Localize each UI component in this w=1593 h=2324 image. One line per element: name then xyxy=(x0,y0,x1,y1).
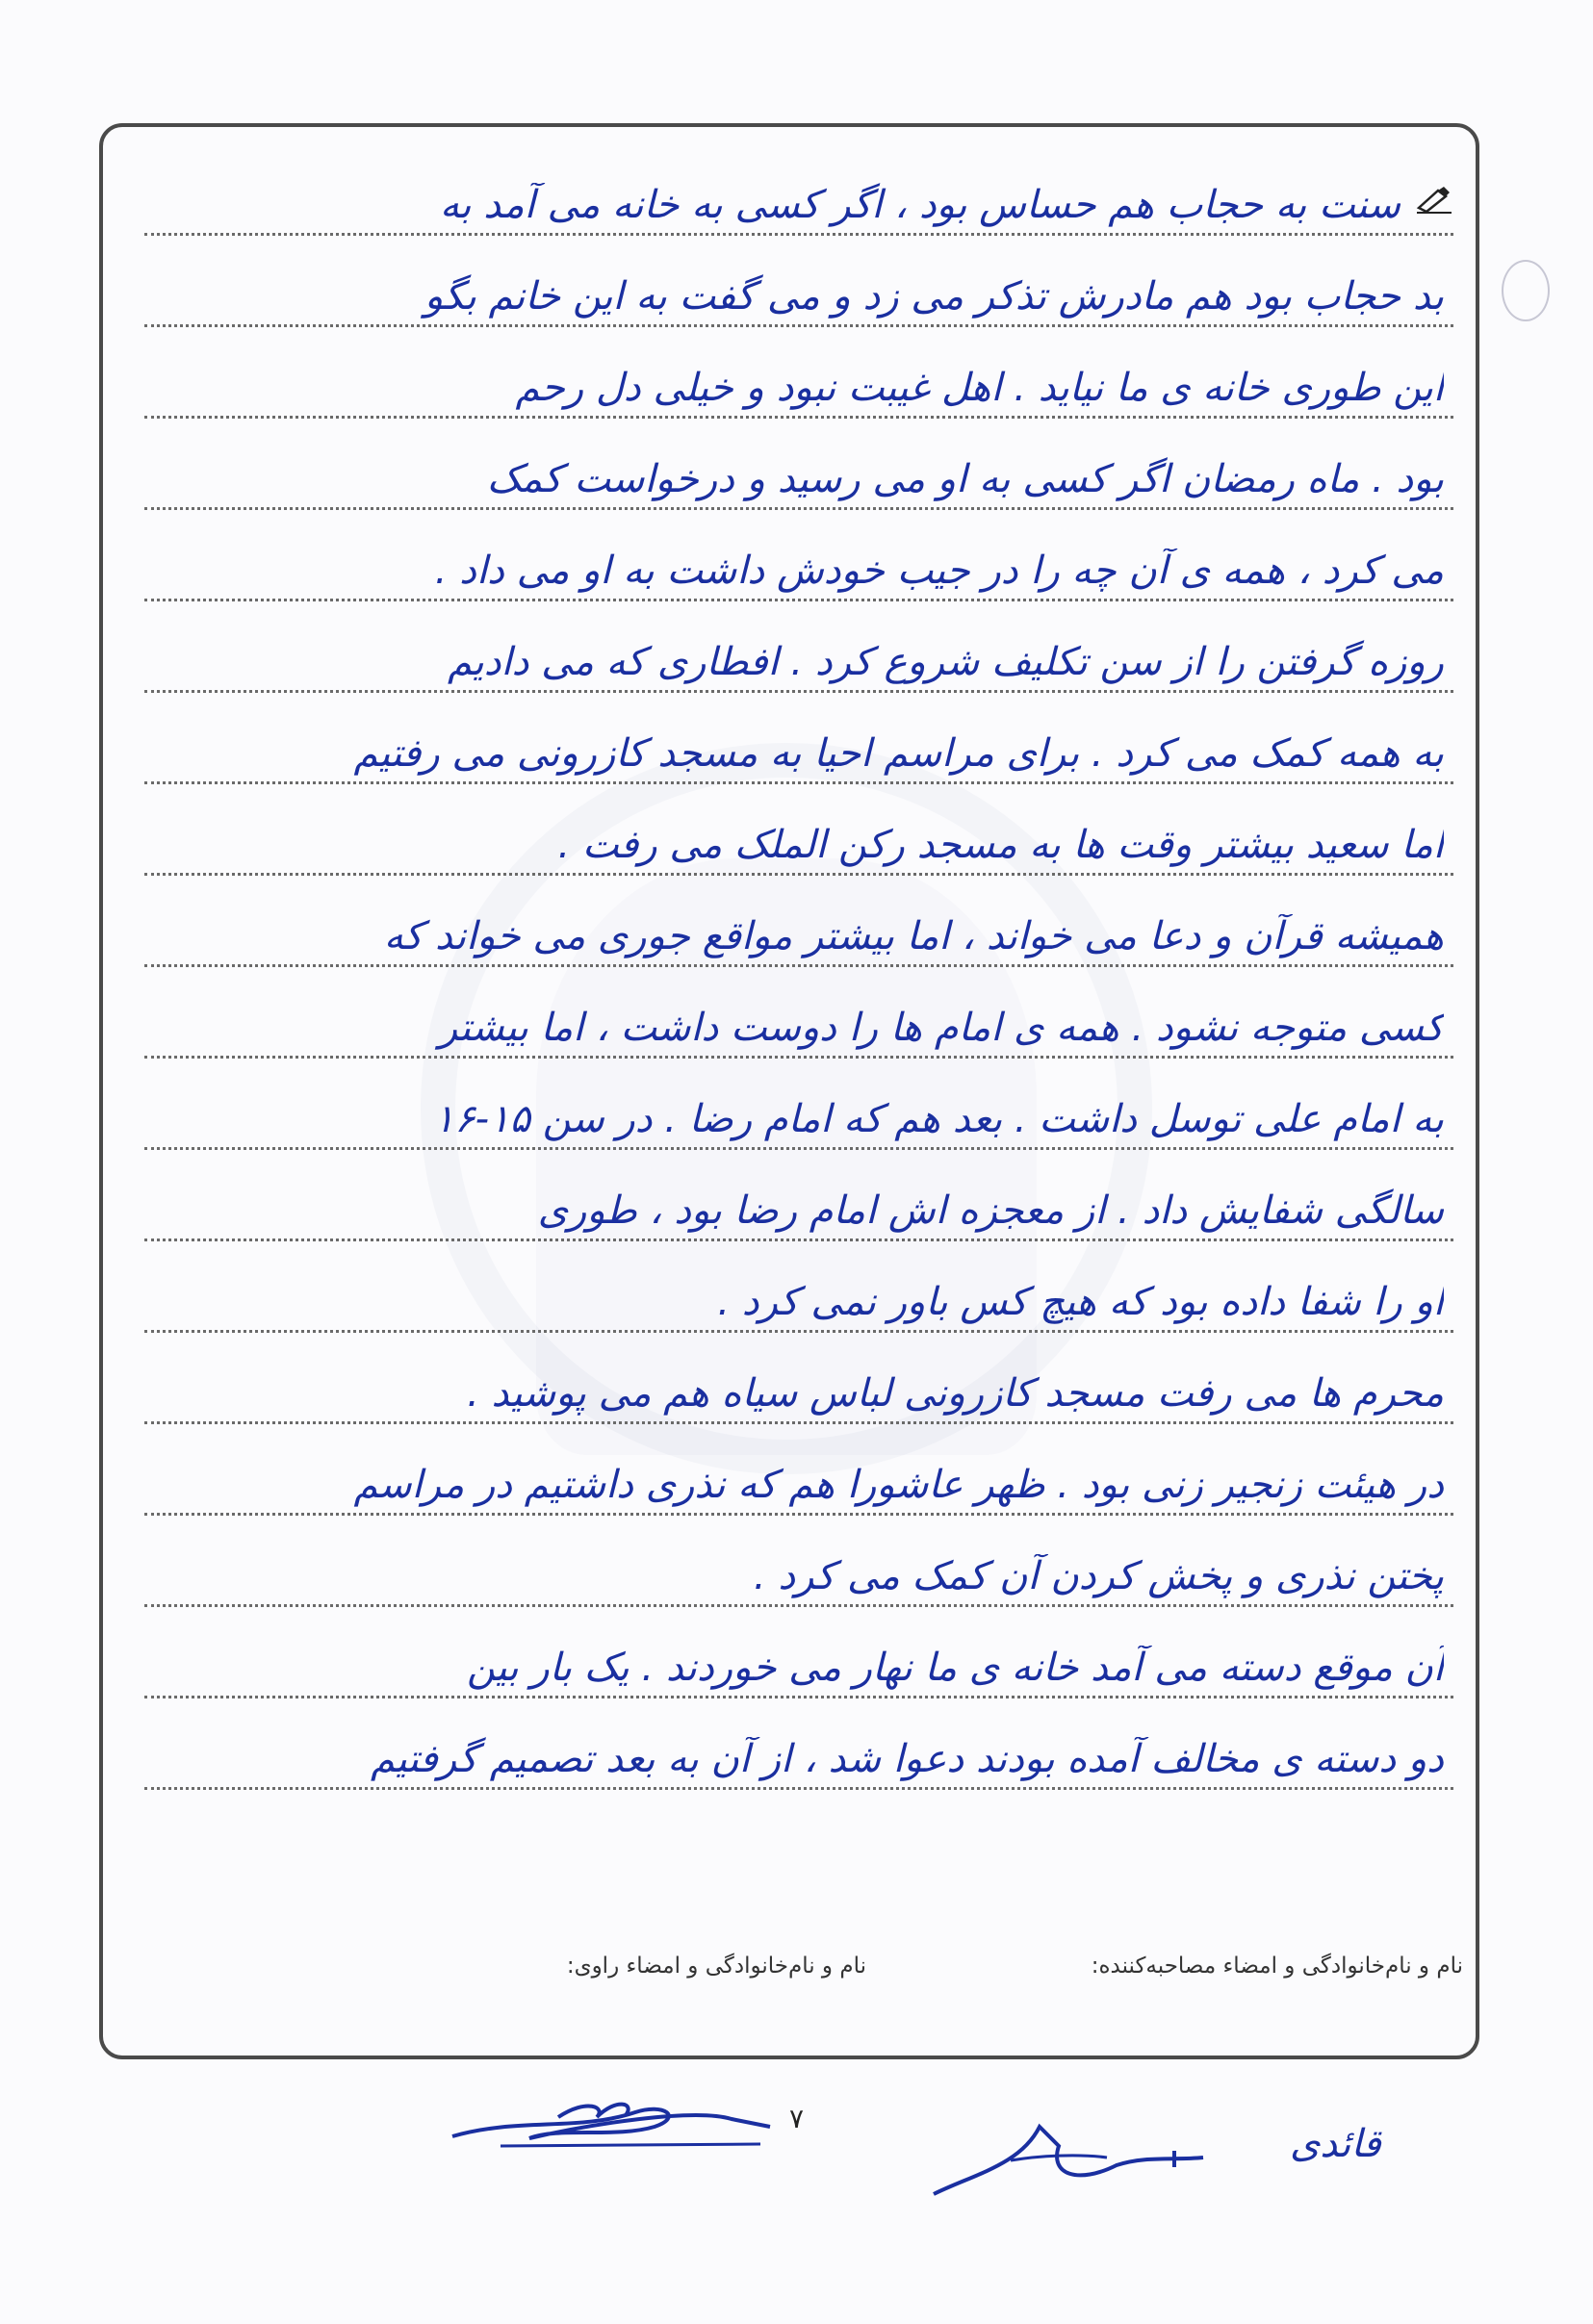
line-text: بود . ماه رمضان اگر کسی به او می رسید و درخواست کمک xyxy=(486,457,1444,501)
narrator-name-handwritten: قائدی xyxy=(1290,2122,1381,2166)
handwritten-lines xyxy=(144,144,1453,1790)
line-text: روزه گرفتن را از سن تکلیف شروع کرد . افطاری که می دادیم xyxy=(447,640,1444,684)
line-text: بد حجاب بود هم مادرش تذکر می زد و می گفت به این خانم بگو xyxy=(424,274,1444,319)
text-line xyxy=(144,1424,1453,1516)
text-line xyxy=(144,419,1453,510)
text-line xyxy=(144,510,1453,601)
text-line xyxy=(144,1698,1453,1790)
line-text: او را شفا داده بود که هیچ کس باور نمی کرد . xyxy=(717,1280,1444,1324)
line-text: همیشه قرآن و دعا می خواند ، اما بیشتر مواقع جوری می خواند که xyxy=(383,914,1444,958)
text-line xyxy=(144,1059,1453,1150)
text-line xyxy=(144,144,1453,236)
line-text: پختن نذری و پخش کردن آن کمک می کرد . xyxy=(753,1554,1444,1598)
text-line xyxy=(144,784,1453,876)
text-line xyxy=(144,967,1453,1059)
narrator-label: نام و نام‌خانوادگی و امضاء راوی: xyxy=(566,1954,866,1979)
text-line xyxy=(144,1607,1453,1698)
line-text: در هیئت زنجیر زنی بود . ظهر عاشورا هم که نذری داشتیم در مراسم xyxy=(353,1463,1444,1507)
narrator-signature xyxy=(914,2107,1232,2213)
line-text: محرم ها می رفت مسجد کازرونی لباس سیاه هم می پوشید . xyxy=(467,1371,1444,1416)
signature-labels xyxy=(116,1954,1463,2002)
text-line xyxy=(144,1516,1453,1607)
text-line xyxy=(144,601,1453,693)
line-text: دو دسته ی مخالف آمده بودند دعوا شد ، از آن به بعد تصمیم گرفتیم xyxy=(371,1737,1444,1781)
line-text: کسی متوجه نشود . همه ی امام ها را دوست داشت ، اما بیشتر xyxy=(438,1006,1444,1050)
text-line xyxy=(144,1150,1453,1241)
interviewer-signature xyxy=(443,2079,809,2165)
text-line xyxy=(144,693,1453,784)
line-text: سنت به حجاب هم حساس بود ، اگر کسی به خانه می آمد به xyxy=(439,183,1400,227)
margin-mark xyxy=(1502,260,1550,321)
text-line xyxy=(144,1333,1453,1424)
line-text: این طوری خانه ی ما نیاید . اهل غیبت نبود و خیلی دل رحم xyxy=(515,366,1444,410)
page-number: ۷ xyxy=(789,2103,805,2134)
line-text: می کرد ، همه ی آن چه را در جیب خودش داشت به او می داد . xyxy=(434,549,1444,593)
line-text: به امام علی توسل داشت . بعد هم که امام رضا . در سن ۱۵-۱۶ xyxy=(433,1097,1444,1141)
text-line xyxy=(144,1241,1453,1333)
line-text: اما سعید بیشتر وقت ها به مسجد رکن الملک می رفت . xyxy=(557,823,1444,867)
line-text: به همه کمک می کرد . برای مراسم احیا به مسجد کازرونی می رفتیم xyxy=(353,731,1444,776)
text-line xyxy=(144,236,1453,327)
line-text: آن موقع دسته می آمد خانه ی ما نهار می خوردند . یک بار بین xyxy=(467,1646,1444,1690)
interviewer-label: نام و نام‌خانوادگی و امضاء مصاحبه‌کننده: xyxy=(1091,1954,1463,1979)
text-line xyxy=(144,876,1453,967)
text-line xyxy=(144,327,1453,419)
line-text: سالگی شفایش داد . از معجزه اش امام رضا بود ، طوری xyxy=(537,1188,1444,1233)
